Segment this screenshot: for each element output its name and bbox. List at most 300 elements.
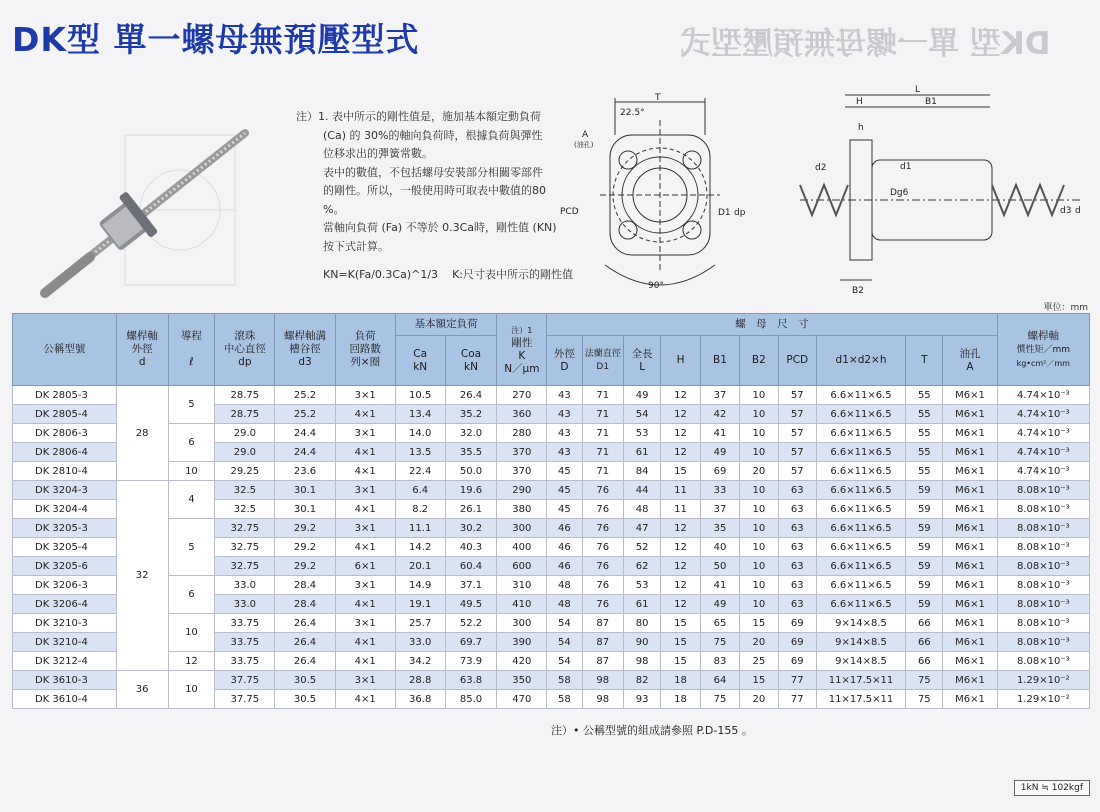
cell-inertia: 8.08×10⁻³ — [997, 576, 1089, 595]
cell-pcd: 63 — [778, 519, 816, 538]
cell-k: 390 — [497, 633, 547, 652]
diagram-label: B1 — [925, 97, 937, 107]
cell-b2: 15 — [740, 671, 778, 690]
cell-b2: 20 — [740, 690, 778, 709]
cell-dp: 29.25 — [215, 462, 275, 481]
cell-inertia: 8.08×10⁻³ — [997, 500, 1089, 519]
cell-k: 370 — [497, 462, 547, 481]
cell-d3: 29.2 — [275, 557, 335, 576]
cell-d1: 87 — [582, 614, 623, 633]
cell-pcd: 63 — [778, 500, 816, 519]
cell-lead: 4 — [168, 481, 215, 519]
cell-coa: 35.2 — [445, 405, 497, 424]
cell-k: 360 — [497, 405, 547, 424]
note-line: (Ca) 的 30%的軸向負荷時，根據負荷與彈性 — [323, 128, 543, 142]
cell-lead: 6 — [168, 576, 215, 614]
cell-model: DK 3204-4 — [13, 500, 117, 519]
cell-shaft-od: 36 — [116, 671, 168, 709]
cell-pcd: 57 — [778, 405, 816, 424]
cell-ca: 14.2 — [395, 538, 445, 557]
cell-b2: 10 — [740, 405, 778, 424]
cell-b2: 10 — [740, 500, 778, 519]
cell-b2: 20 — [740, 633, 778, 652]
cell-b1: 75 — [700, 690, 739, 709]
cell-ca: 34.2 — [395, 652, 445, 671]
cell-l: 48 — [623, 500, 660, 519]
cell-k: 380 — [497, 500, 547, 519]
cell-t: 59 — [906, 557, 943, 576]
cell-bolt: 9×14×8.5 — [816, 633, 905, 652]
col-basic-load-header: 基本額定負荷 — [395, 314, 497, 336]
cell-circ: 4×1 — [335, 633, 395, 652]
cell-ca: 6.4 — [395, 481, 445, 500]
cell-model: DK 2806-3 — [13, 424, 117, 443]
cell-d: 46 — [547, 538, 582, 557]
cell-h: 15 — [661, 652, 700, 671]
cell-coa: 35.5 — [445, 443, 497, 462]
cell-t: 55 — [906, 462, 943, 481]
cell-b1: 69 — [700, 462, 739, 481]
cell-model: DK 2805-4 — [13, 405, 117, 424]
table-row — [13, 386, 1090, 405]
cell-bolt: 6.6×11×6.5 — [816, 424, 905, 443]
cell-coa: 52.2 — [445, 614, 497, 633]
diagram-label: d3 — [1060, 206, 1072, 216]
cell-ca: 25.7 — [395, 614, 445, 633]
cell-h: 12 — [661, 576, 700, 595]
cell-dp: 37.75 — [215, 690, 275, 709]
cell-d3: 30.5 — [275, 690, 335, 709]
cell-b1: 65 — [700, 614, 739, 633]
cell-ca: 10.5 — [395, 386, 445, 405]
cell-h: 12 — [661, 424, 700, 443]
cell-l: 61 — [623, 595, 660, 614]
cell-pcd: 63 — [778, 481, 816, 500]
col-ca-header: Ca kN — [395, 336, 445, 386]
cell-k: 290 — [497, 481, 547, 500]
ball-screw-photo — [30, 115, 280, 305]
cell-dp: 33.75 — [215, 633, 275, 652]
cell-pcd: 57 — [778, 424, 816, 443]
cell-d3: 30.5 — [275, 671, 335, 690]
cell-bolt: 6.6×11×6.5 — [816, 557, 905, 576]
diagram-label: dp — [734, 208, 746, 218]
cell-b1: 50 — [700, 557, 739, 576]
cell-model: DK 3206-3 — [13, 576, 117, 595]
cell-ca: 19.1 — [395, 595, 445, 614]
cell-k: 420 — [497, 652, 547, 671]
cell-circ: 3×1 — [335, 386, 395, 405]
spec-table-body — [13, 386, 1090, 709]
cell-a: M6×1 — [943, 424, 997, 443]
cell-coa: 40.3 — [445, 538, 497, 557]
cell-bolt: 11×17.5×11 — [816, 671, 905, 690]
table-row — [13, 652, 1090, 671]
col-outer-d-header: 外徑 D — [547, 336, 582, 386]
cell-pcd: 57 — [778, 462, 816, 481]
cell-coa: 73.9 — [445, 652, 497, 671]
cell-ca: 14.0 — [395, 424, 445, 443]
cell-circ: 3×1 — [335, 481, 395, 500]
cell-dp: 33.75 — [215, 652, 275, 671]
cell-d: 43 — [547, 386, 582, 405]
cell-inertia: 8.08×10⁻³ — [997, 652, 1089, 671]
cell-b1: 35 — [700, 519, 739, 538]
cell-h: 11 — [661, 500, 700, 519]
cell-a: M6×1 — [943, 576, 997, 595]
col-b1-header: B1 — [700, 336, 739, 386]
cell-d1: 76 — [582, 576, 623, 595]
note-line: 注）1. 表中所示的剛性值是，施加基本額定動負荷 — [296, 110, 541, 123]
cell-t: 59 — [906, 500, 943, 519]
cell-d3: 26.4 — [275, 614, 335, 633]
cell-t: 59 — [906, 595, 943, 614]
cell-pcd: 63 — [778, 576, 816, 595]
cell-d3: 28.4 — [275, 576, 335, 595]
cell-dp: 28.75 — [215, 386, 275, 405]
cell-model: DK 3204-3 — [13, 481, 117, 500]
cell-b1: 64 — [700, 671, 739, 690]
formula-text: KN=K(Fa/0.3Ca)^1/3 — [323, 268, 439, 281]
diagram-label: T — [655, 93, 661, 103]
cell-t: 55 — [906, 405, 943, 424]
cell-b1: 42 — [700, 405, 739, 424]
cell-d1: 71 — [582, 424, 623, 443]
cell-ca: 14.9 — [395, 576, 445, 595]
cell-dp: 32.5 — [215, 481, 275, 500]
table-row — [13, 481, 1090, 500]
cell-a: M6×1 — [943, 500, 997, 519]
cell-h: 12 — [661, 519, 700, 538]
cell-h: 12 — [661, 538, 700, 557]
footnote: 注）• 公稱型號的組成請參照 P.D-155 。 — [551, 724, 753, 737]
cell-d: 48 — [547, 576, 582, 595]
cell-b2: 25 — [740, 652, 778, 671]
cell-d1: 76 — [582, 500, 623, 519]
cell-dp: 33.0 — [215, 576, 275, 595]
cell-h: 15 — [661, 462, 700, 481]
cell-b2: 10 — [740, 538, 778, 557]
cell-l: 98 — [623, 652, 660, 671]
cell-b2: 20 — [740, 462, 778, 481]
cell-a: M6×1 — [943, 462, 997, 481]
nut-front-view-diagram — [560, 90, 750, 300]
cell-h: 12 — [661, 595, 700, 614]
cell-t: 66 — [906, 633, 943, 652]
cell-t: 55 — [906, 443, 943, 462]
cell-l: 61 — [623, 443, 660, 462]
cell-inertia: 4.74×10⁻³ — [997, 424, 1089, 443]
diagram-label: 22.5° — [620, 108, 645, 118]
cell-d3: 25.2 — [275, 386, 335, 405]
cell-shaft-od: 32 — [116, 481, 168, 671]
cell-d1: 87 — [582, 633, 623, 652]
cell-bolt: 6.6×11×6.5 — [816, 595, 905, 614]
cell-d: 46 — [547, 519, 582, 538]
cell-d3: 26.4 — [275, 652, 335, 671]
cell-b2: 10 — [740, 481, 778, 500]
cell-dp: 28.75 — [215, 405, 275, 424]
note-line: 位移求出的彈簧常數。 — [323, 147, 433, 160]
cell-circ: 3×1 — [335, 576, 395, 595]
formula-note: K:尺寸表中所示的剛性值 — [452, 268, 573, 281]
diagram-label: d1 — [900, 162, 912, 172]
cell-b2: 15 — [740, 614, 778, 633]
cell-l: 80 — [623, 614, 660, 633]
cell-coa: 32.0 — [445, 424, 497, 443]
cell-model: DK 3610-4 — [13, 690, 117, 709]
cell-t: 66 — [906, 614, 943, 633]
cell-lead: 5 — [168, 519, 215, 576]
cell-inertia: 8.08×10⁻³ — [997, 481, 1089, 500]
cell-b2: 10 — [740, 443, 778, 462]
cell-circ: 3×1 — [335, 519, 395, 538]
cell-bolt: 6.6×11×6.5 — [816, 462, 905, 481]
cell-pcd: 69 — [778, 633, 816, 652]
cell-l: 52 — [623, 538, 660, 557]
cell-coa: 85.0 — [445, 690, 497, 709]
diagram-label: d — [1075, 206, 1081, 216]
cell-d3: 26.4 — [275, 633, 335, 652]
cell-d: 45 — [547, 462, 582, 481]
col-shaft-od-header: 螺桿軸 外徑 d — [116, 314, 168, 386]
cell-b1: 75 — [700, 633, 739, 652]
cell-k: 400 — [497, 538, 547, 557]
cell-pcd: 77 — [778, 690, 816, 709]
cell-pcd: 77 — [778, 671, 816, 690]
cell-circ: 3×1 — [335, 671, 395, 690]
cell-inertia: 4.74×10⁻³ — [997, 386, 1089, 405]
cell-b2: 10 — [740, 576, 778, 595]
cell-circ: 4×1 — [335, 538, 395, 557]
cell-l: 82 — [623, 671, 660, 690]
cell-d1: 76 — [582, 557, 623, 576]
cell-lead: 6 — [168, 424, 215, 462]
cell-k: 370 — [497, 443, 547, 462]
cell-bolt: 9×14×8.5 — [816, 614, 905, 633]
cell-lead: 10 — [168, 462, 215, 481]
cell-circ: 4×1 — [335, 405, 395, 424]
cell-bolt: 6.6×11×6.5 — [816, 386, 905, 405]
cell-l: 53 — [623, 424, 660, 443]
table-row — [13, 614, 1090, 633]
cell-a: M6×1 — [943, 386, 997, 405]
cell-d1: 76 — [582, 481, 623, 500]
cell-ca: 28.8 — [395, 671, 445, 690]
col-lead-header: 導程 ℓ — [168, 314, 215, 386]
col-root-dia-header: 螺桿軸溝 槽谷徑 d3 — [275, 314, 335, 386]
cell-circ: 6×1 — [335, 557, 395, 576]
cell-inertia: 8.08×10⁻³ — [997, 519, 1089, 538]
cell-d: 54 — [547, 614, 582, 633]
cell-circ: 3×1 — [335, 424, 395, 443]
cell-d: 46 — [547, 557, 582, 576]
cell-model: DK 3610-3 — [13, 671, 117, 690]
cell-a: M6×1 — [943, 519, 997, 538]
cell-model: DK 2810-4 — [13, 462, 117, 481]
cell-ca: 20.1 — [395, 557, 445, 576]
cell-d1: 87 — [582, 652, 623, 671]
cell-inertia: 1.29×10⁻² — [997, 690, 1089, 709]
diagram-label: Dg6 — [890, 188, 909, 198]
cell-d1: 76 — [582, 595, 623, 614]
cell-inertia: 4.74×10⁻³ — [997, 405, 1089, 424]
cell-d3: 25.2 — [275, 405, 335, 424]
cell-bolt: 6.6×11×6.5 — [816, 519, 905, 538]
cell-h: 12 — [661, 405, 700, 424]
diagram-label: A — [582, 130, 589, 140]
page-title: DK型 單一螺母無預壓型式 — [12, 20, 420, 59]
cell-circ: 4×1 — [335, 652, 395, 671]
cell-coa: 50.0 — [445, 462, 497, 481]
col-nut-dims-header: 螺 母 尺 寸 — [547, 314, 997, 336]
cell-a: M6×1 — [943, 443, 997, 462]
cell-t: 59 — [906, 576, 943, 595]
cell-coa: 37.1 — [445, 576, 497, 595]
note-line: %。 — [323, 202, 345, 216]
cell-inertia: 4.74×10⁻³ — [997, 462, 1089, 481]
col-ball-center-header: 滾珠 中心直徑 dp — [215, 314, 275, 386]
col-b2-header: B2 — [740, 336, 778, 386]
rigidity-formula — [296, 266, 573, 285]
spec-table — [12, 313, 1090, 709]
cell-pcd: 69 — [778, 614, 816, 633]
cell-bolt: 11×17.5×11 — [816, 690, 905, 709]
diagram-label: L — [915, 85, 921, 95]
cell-k: 280 — [497, 424, 547, 443]
cell-b1: 41 — [700, 424, 739, 443]
cell-lead: 12 — [168, 652, 215, 671]
diagram-label: d2 — [815, 163, 827, 173]
cell-d1: 71 — [582, 462, 623, 481]
cell-t: 55 — [906, 386, 943, 405]
cell-model: DK 3205-4 — [13, 538, 117, 557]
cell-d: 45 — [547, 481, 582, 500]
cell-pcd: 69 — [778, 652, 816, 671]
cell-bolt: 6.6×11×6.5 — [816, 500, 905, 519]
cell-d3: 29.2 — [275, 519, 335, 538]
cell-ca: 36.8 — [395, 690, 445, 709]
cell-d3: 24.4 — [275, 443, 335, 462]
diagram-label: h — [858, 123, 864, 133]
cell-l: 93 — [623, 690, 660, 709]
cell-model: DK 2805-3 — [13, 386, 117, 405]
cell-coa: 26.4 — [445, 386, 497, 405]
spec-table-container — [12, 313, 1090, 709]
cell-lead: 10 — [168, 671, 215, 709]
cell-coa: 49.5 — [445, 595, 497, 614]
unit-conversion-box: 1kN ≒ 102kgf — [1014, 780, 1090, 796]
note-line: 表中的數值，不包括螺母安裝部分相關零部件 — [323, 165, 543, 179]
cell-bolt: 9×14×8.5 — [816, 652, 905, 671]
cell-bolt: 6.6×11×6.5 — [816, 538, 905, 557]
cell-d: 43 — [547, 405, 582, 424]
cell-d3: 24.4 — [275, 424, 335, 443]
cell-circ: 4×1 — [335, 462, 395, 481]
cell-b2: 10 — [740, 519, 778, 538]
cell-h: 12 — [661, 443, 700, 462]
cell-dp: 32.75 — [215, 519, 275, 538]
cell-lead: 5 — [168, 386, 215, 424]
cell-bolt: 6.6×11×6.5 — [816, 481, 905, 500]
col-oil-header: 油孔 A — [943, 336, 997, 386]
cell-t: 55 — [906, 424, 943, 443]
note-line: 當軸向負荷 (Fa) 不等於 0.3Ca時，剛性值 (KN) — [323, 221, 557, 234]
cell-dp: 37.75 — [215, 671, 275, 690]
cell-d1: 98 — [582, 690, 623, 709]
cell-l: 62 — [623, 557, 660, 576]
cell-dp: 29.0 — [215, 443, 275, 462]
cell-dp: 33.0 — [215, 595, 275, 614]
cell-model: DK 3206-4 — [13, 595, 117, 614]
cell-k: 270 — [497, 386, 547, 405]
cell-inertia: 8.08×10⁻³ — [997, 614, 1089, 633]
cell-h: 12 — [661, 557, 700, 576]
cell-k: 600 — [497, 557, 547, 576]
col-h-header: H — [661, 336, 700, 386]
cell-d1: 71 — [582, 443, 623, 462]
cell-d3: 30.1 — [275, 500, 335, 519]
cell-d: 48 — [547, 595, 582, 614]
note-line: 的剛性。所以，一般使用時可取表中數值的80 — [323, 184, 546, 197]
cell-inertia: 8.08×10⁻³ — [997, 633, 1089, 652]
cell-coa: 69.7 — [445, 633, 497, 652]
cell-dp: 33.75 — [215, 614, 275, 633]
cell-b1: 33 — [700, 481, 739, 500]
col-pcd-header: PCD — [778, 336, 816, 386]
cell-dp: 32.5 — [215, 500, 275, 519]
cell-circ: 4×1 — [335, 443, 395, 462]
cell-b1: 41 — [700, 576, 739, 595]
cell-d: 58 — [547, 690, 582, 709]
cell-shaft-od: 28 — [116, 386, 168, 481]
cell-b1: 37 — [700, 386, 739, 405]
cell-model: DK 2806-4 — [13, 443, 117, 462]
cell-b1: 83 — [700, 652, 739, 671]
col-coa-header: Coa kN — [445, 336, 497, 386]
cell-k: 350 — [497, 671, 547, 690]
cell-a: M6×1 — [943, 481, 997, 500]
cell-l: 84 — [623, 462, 660, 481]
cell-ca: 22.4 — [395, 462, 445, 481]
cell-coa: 63.8 — [445, 671, 497, 690]
col-model-header: 公稱型號 — [13, 314, 117, 386]
cell-coa: 26.1 — [445, 500, 497, 519]
cell-k: 300 — [497, 614, 547, 633]
cell-k: 470 — [497, 690, 547, 709]
cell-k: 410 — [497, 595, 547, 614]
cell-h: 15 — [661, 633, 700, 652]
cell-bolt: 6.6×11×6.5 — [816, 443, 905, 462]
cell-l: 44 — [623, 481, 660, 500]
cell-d: 43 — [547, 443, 582, 462]
cell-ca: 8.2 — [395, 500, 445, 519]
table-row — [13, 671, 1090, 690]
cell-d3: 30.1 — [275, 481, 335, 500]
cell-t: 75 — [906, 671, 943, 690]
cell-pcd: 63 — [778, 538, 816, 557]
diagram-label: D1 — [718, 208, 731, 218]
cell-a: M6×1 — [943, 405, 997, 424]
table-row — [13, 519, 1090, 538]
cell-d1: 76 — [582, 538, 623, 557]
cell-inertia: 8.08×10⁻³ — [997, 595, 1089, 614]
cell-d1: 76 — [582, 519, 623, 538]
cell-model: DK 3205-6 — [13, 557, 117, 576]
col-inertia-header: 螺桿軸 慣性矩／mm kg•cm²／mm — [997, 314, 1089, 386]
cell-h: 18 — [661, 690, 700, 709]
cell-b2: 10 — [740, 557, 778, 576]
